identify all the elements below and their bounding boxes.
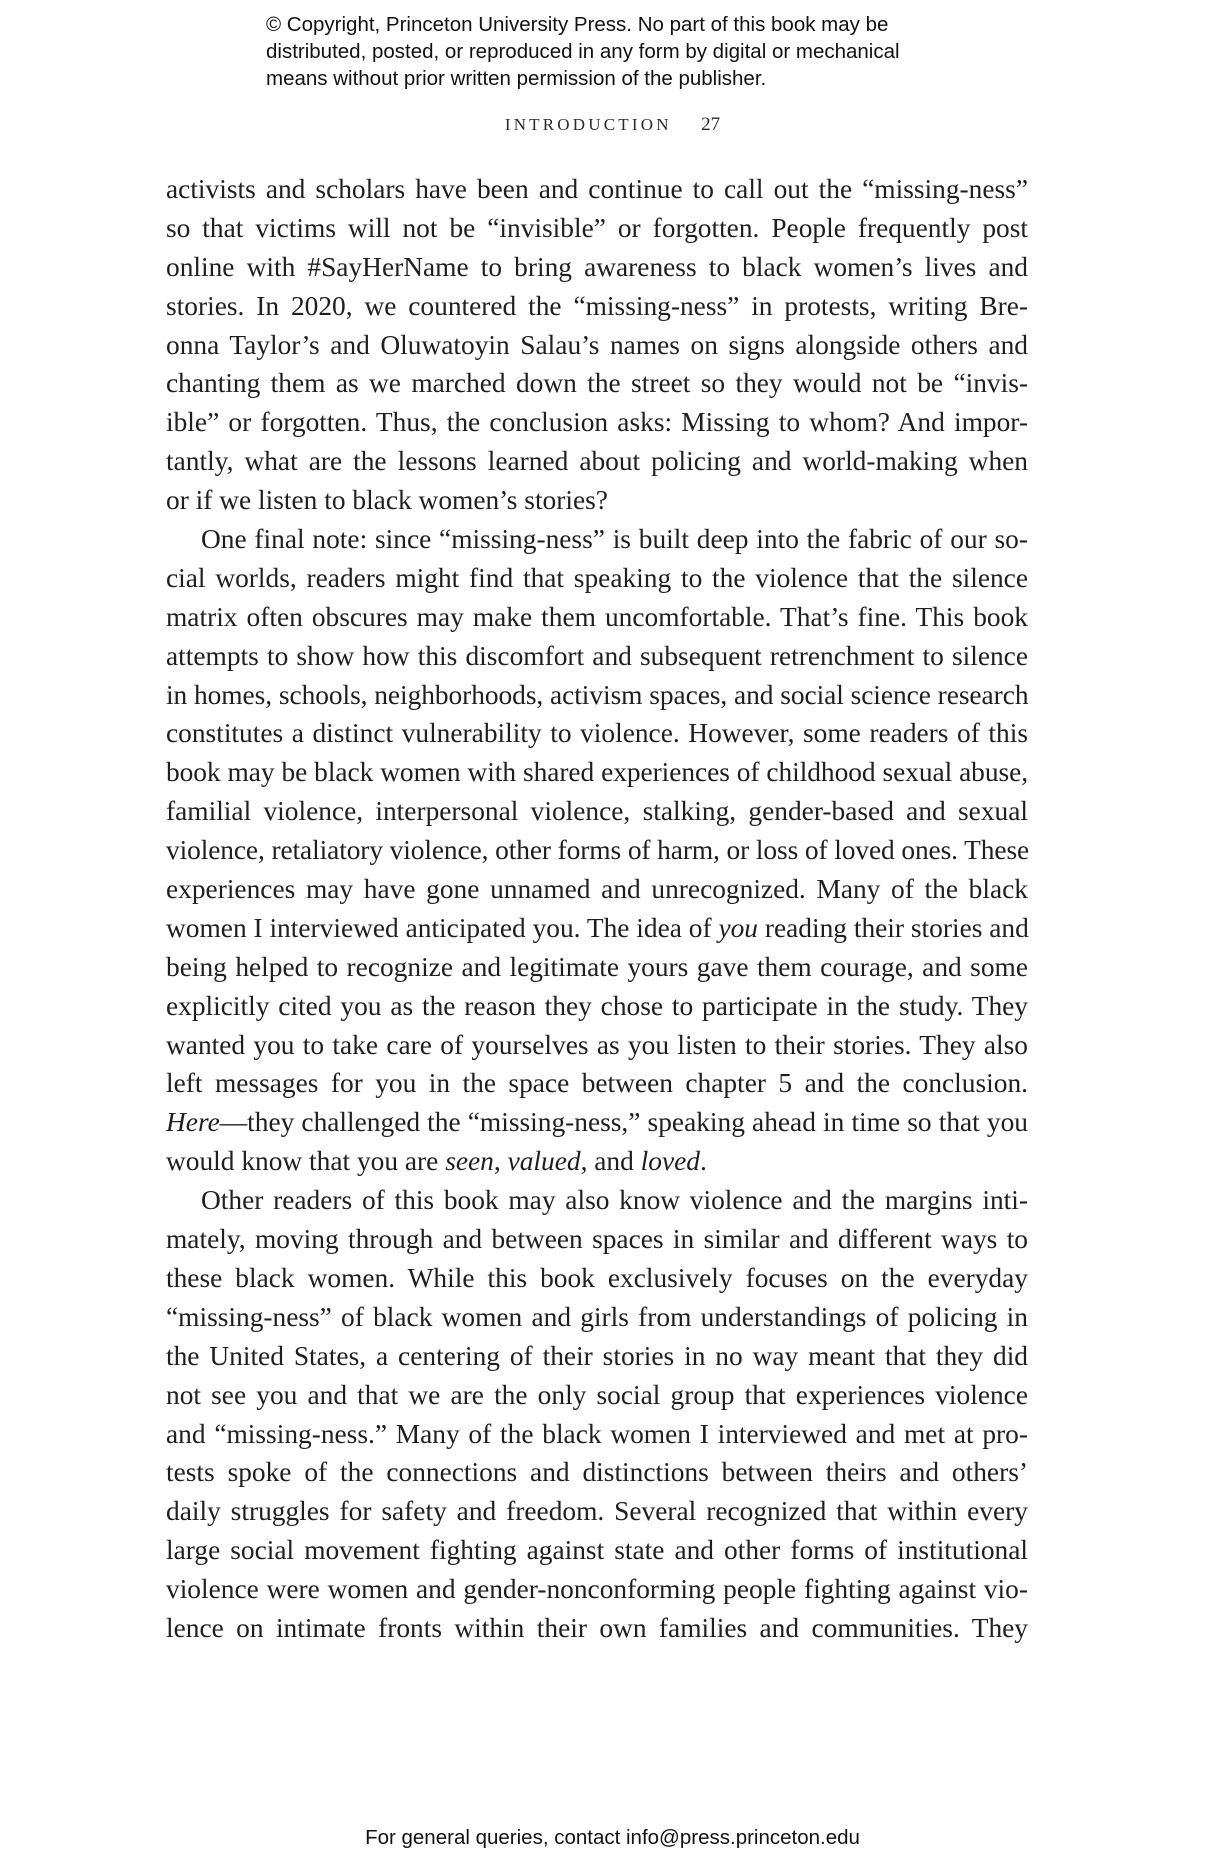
- text-line: wanted you to take care of yourselves as you listen to their stories. They also: [166, 1029, 1028, 1060]
- text-line: being helped to recognize and legitimate yours gave them courage, and some: [166, 951, 1028, 982]
- copyright-notice: [266, 11, 986, 92]
- text-line: cial worlds, readers might find that speaking to the violence that the silence: [166, 562, 1028, 593]
- text-line: [166, 909, 1028, 948]
- text-segment: would know that you are: [166, 1146, 446, 1177]
- text-segment: , and: [580, 1146, 641, 1177]
- text-line: [166, 1103, 1028, 1142]
- text-line: book may be black women with shared experiences of childhood sexual abuse,: [166, 757, 1028, 788]
- paragraph-3: [166, 1181, 1028, 1648]
- text-segment: ,: [493, 1146, 508, 1177]
- emphasis: you: [718, 912, 759, 943]
- text-line: matrix often obscures may make them uncomfortable. That’s fine. This book: [166, 601, 1028, 632]
- text-segment: reading their stories and: [758, 912, 1029, 943]
- text-line: or if we listen to black women’s stories?: [166, 485, 608, 516]
- text-line: onna Taylor’s and Oluwatoyin Salau’s names on signs alongside others and: [166, 329, 1028, 360]
- emphasis: Here: [166, 1107, 220, 1138]
- text-line: tantly, what are the lessons learned about policing and world-making when: [166, 446, 1028, 477]
- text-line: stories. In 2020, we countered the “missing-ness” in protests, writing Bre-: [166, 290, 1028, 321]
- paragraph-1: [166, 170, 1028, 520]
- text-line: activists and scholars have been and continue to call out the “missing-ness”: [166, 174, 1028, 204]
- text-segment: women I interviewed anticipated you. The idea of: [166, 912, 719, 943]
- text-line: these black women. While this book exclusively focuses on the everyday: [166, 1262, 1028, 1293]
- running-head: [0, 114, 1225, 136]
- text-line: tests spoke of the connections and distinctions between theirs and others’: [166, 1457, 1028, 1488]
- text-line: chanting them as we marched down the street so they would not be “invis-: [166, 368, 1028, 399]
- text-line: large social movement fighting against state and other forms of institutional: [166, 1535, 1028, 1566]
- text-line: mately, moving through and between spaces in similar and different ways to: [166, 1224, 1028, 1255]
- text-line: and “missing-ness.” Many of the black women I interviewed and met at pro-: [166, 1418, 1028, 1449]
- text-line: One final note: since “missing-ness” is built deep into the fabric of our so-: [201, 524, 1028, 555]
- text-line: lence on intimate fronts within their own families and communities. They: [166, 1612, 1028, 1643]
- emphasis: valued: [507, 1146, 581, 1177]
- text-line: ible” or forgotten. Thus, the conclusion asks: Missing to whom? And impor-: [166, 407, 1028, 438]
- text-line: left messages for you in the space between chapter 5 and the conclusion.: [166, 1068, 1028, 1099]
- text-line: the United States, a centering of their stories in no way meant that they did: [166, 1340, 1028, 1371]
- text-segment: —they challenged the “missing-ness,” speaking ahead in time so that you: [219, 1107, 1028, 1138]
- page-number: 27: [701, 114, 721, 135]
- text-line: Other readers of this book may also know violence and the margins inti-: [201, 1185, 1028, 1216]
- text-line: in homes, schools, neighborhoods, activism spaces, and social science research: [166, 679, 1029, 710]
- text-segment: .: [700, 1146, 707, 1177]
- copyright-line: distributed, posted, or reproduced in any form by digital or mechanical: [266, 40, 900, 63]
- copyright-line: means without prior written permission of the publisher.: [266, 67, 767, 90]
- text-line: experiences may have gone unnamed and unrecognized. Many of the black: [166, 874, 1028, 905]
- text-line: not see you and that we are the only social group that experiences violence: [166, 1379, 1028, 1410]
- text-line: explicitly cited you as the reason they chose to participate in the study. They: [166, 990, 1028, 1021]
- text-line: daily struggles for safety and freedom. Several recognized that within every: [166, 1496, 1028, 1527]
- section-title: INTRODUCTION: [504, 115, 672, 134]
- text-line: [166, 1142, 1028, 1181]
- text-line: violence were women and gender-nonconforming people fighting against vio-: [166, 1574, 1028, 1605]
- footer-contact: For general queries, contact info@press.princeton.edu: [365, 1826, 860, 1849]
- text-line: familial violence, interpersonal violence, stalking, gender-based and sexual: [166, 796, 1028, 827]
- text-line: violence, retaliatory violence, other forms of harm, or loss of loved ones. These: [166, 835, 1030, 866]
- text-line: constitutes a distinct vulnerability to violence. However, some readers of this: [166, 718, 1028, 749]
- copyright-line: © Copyright, Princeton University Press. No part of this book may be: [266, 13, 889, 36]
- emphasis: seen: [445, 1146, 494, 1177]
- emphasis: loved: [640, 1146, 700, 1177]
- text-line: attempts to show how this discomfort and subsequent retrenchment to silence: [166, 640, 1028, 671]
- text-line: online with #SayHerName to bring awareness to black women’s lives and: [166, 251, 1028, 282]
- paragraph-2: [166, 520, 1028, 1181]
- text-line: so that victims will not be “invisible” or forgotten. People frequently post: [166, 212, 1028, 243]
- body-text: [166, 170, 1028, 1648]
- text-line: “missing-ness” of black women and girls from understandings of policing in: [166, 1301, 1028, 1332]
